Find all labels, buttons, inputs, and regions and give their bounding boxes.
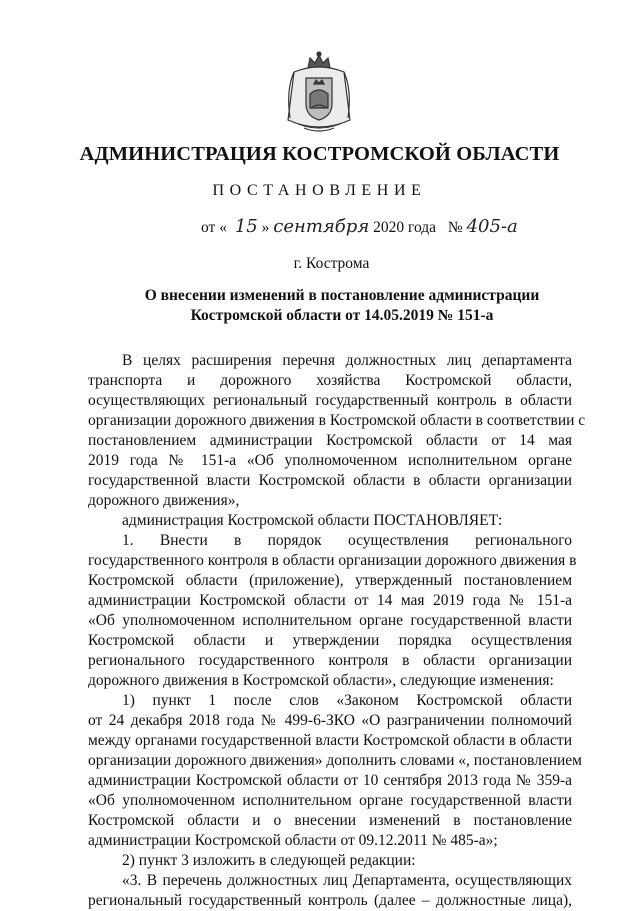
body-line: администрации Костромской области от 10 сентября 2013 года № 359-а <box>88 772 572 789</box>
subject-line-1: О внесении изменений в постановление администрации <box>144 287 540 304</box>
body-line: 2) пункт 3 изложить в следующей редакции: <box>122 852 416 869</box>
body-line: дорожного движения в Костромской области», следующие изменения: <box>88 672 554 689</box>
date-number-line <box>201 216 518 237</box>
body-line: 1) пункт 1 после слов «Законом Костромской области <box>122 692 572 709</box>
document-number-handwritten: 405-а <box>466 216 518 237</box>
agency-title: АДМИНИСТРАЦИЯ КОСТРОМСКОЙ ОБЛАСТИ <box>79 143 560 165</box>
body-line: организации дорожного движения» дополнить словами «, постановлением <box>88 752 582 769</box>
body-line: осуществляющих региональный государственный контроль в области <box>88 392 572 409</box>
body-line: администрации Костромской области от 09.12.2011 № 485-а»; <box>88 832 498 849</box>
date-prefix: от « <box>201 219 227 236</box>
body-line: В целях расширения перечня должностных лиц департамента <box>122 352 572 369</box>
body-line: между органами государственной власти Костромской области в области <box>88 732 572 749</box>
body-line: 1. Внести в порядок осуществления регионального <box>122 532 572 549</box>
body-line: региональный государственный контроль (далее – должностные лица), <box>88 892 572 909</box>
date-mid: » <box>261 219 270 236</box>
date-month-handwritten: сентября <box>273 216 370 237</box>
body-line: администрация Костромской области ПОСТАНОВЛЯЕТ: <box>122 512 503 529</box>
body-line: организации дорожного движения в Костромской области в соответствии с <box>88 412 586 429</box>
document-subject <box>110 286 574 326</box>
body-line: «Об уполномоченном исполнительном органе государственной власти <box>88 792 572 809</box>
body-line: 2019 года № 151-а «Об уполномоченном исполнительном органе <box>88 452 572 469</box>
body-line: Костромской области и утверждении порядка осуществления <box>88 632 572 649</box>
body-line: Костромской области и о внесении изменений в постановление <box>88 812 572 829</box>
body-line: администрации Костромской области от 14 мая 2019 года № 151-а <box>88 592 572 609</box>
body-line: дорожного движения», <box>88 492 240 509</box>
body-line: регионального государственного контроля в области организации <box>88 652 572 669</box>
document-type: ПОСТАНОВЛЕНИЕ <box>212 182 427 199</box>
body-line: транспорта и дорожного хозяйства Костромской области, <box>88 372 572 389</box>
body-line: постановлением администрации Костромской области от 14 мая <box>88 432 572 449</box>
subject-line-2: Костромской области от 14.05.2019 № 151-а <box>190 307 494 324</box>
body-line: Костромской области (приложение), утвержденный постановлением <box>88 572 572 589</box>
number-sign: № <box>447 219 463 236</box>
coat-of-arms-emblem <box>284 50 354 134</box>
city-line: г. Кострома <box>293 255 370 272</box>
body-line: «Об уполномоченном исполнительном органе государственной власти <box>88 612 572 629</box>
body-line: государственного контроля в области организации дорожного движения в <box>88 552 577 569</box>
body-line: государственной власти Костромской области в области организации <box>88 472 572 489</box>
body-line: от 24 декабря 2018 года № 499-6-ЗКО «О разграничении полномочий <box>88 712 572 729</box>
date-year: 2020 года <box>373 219 437 236</box>
date-day-handwritten: 15 <box>234 216 258 237</box>
body-line: «3. В перечень должностных лиц Департамента, осуществляющих <box>122 872 572 889</box>
